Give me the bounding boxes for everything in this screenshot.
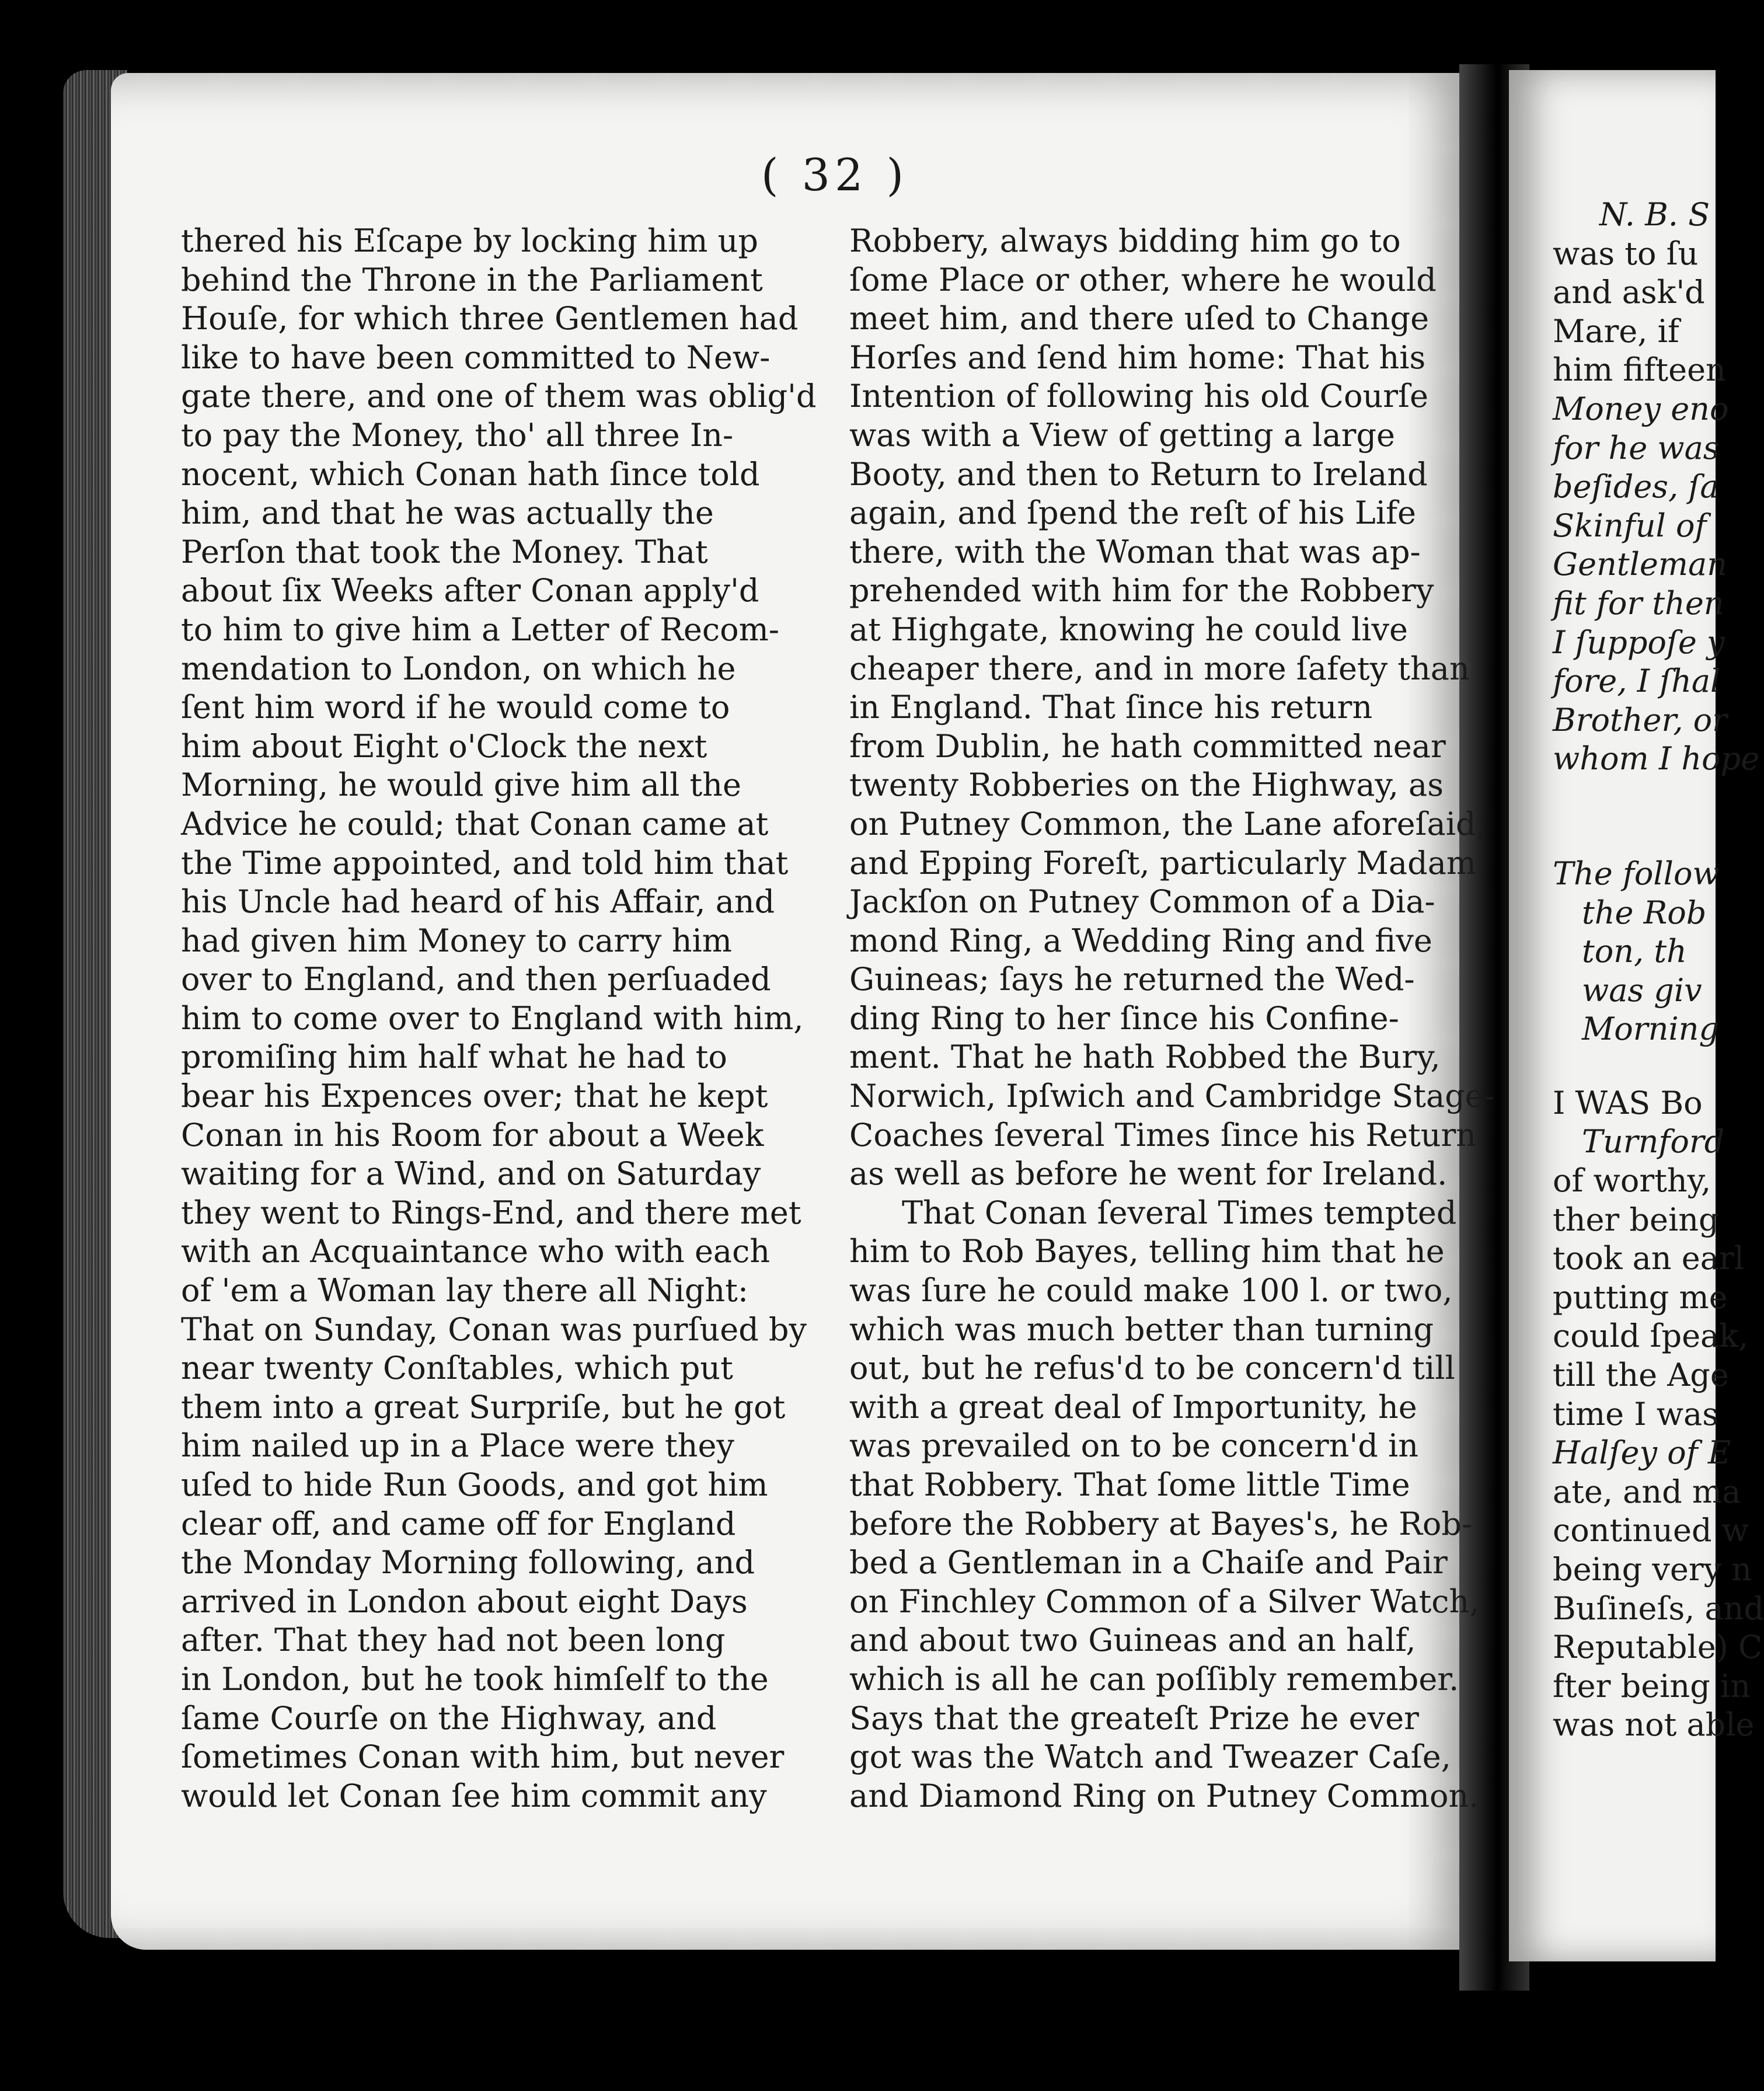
text-line: before the Robbery at Bayes's, he Rob- — [849, 1505, 1473, 1542]
text-line: at Highgate, knowing he could live — [849, 611, 1408, 648]
text-line: to pay the Money, tho' all three In- — [181, 416, 734, 454]
text-line: Halſey of E — [1553, 1434, 1731, 1472]
text-line: had given him Money to carry him — [181, 922, 732, 959]
text-line: about ſix Weeks after Conan apply'd — [181, 572, 759, 609]
text-line: ther being — [1553, 1201, 1719, 1238]
text-line: That on Sunday, Conan was purſued by — [181, 1311, 807, 1348]
text-line: him, and that he was actually the — [181, 494, 714, 532]
text-line: Skinful of — [1553, 507, 1707, 544]
text-line: cheaper there, and in more ſafety than — [849, 650, 1470, 687]
text-line: Intention of following his old Courſe — [849, 378, 1428, 415]
text-line: Reputable) C — [1553, 1629, 1763, 1666]
text-line: fore, I ſhal — [1553, 663, 1721, 700]
text-line: to him to give him a Letter of Recom- — [181, 611, 780, 648]
text-line: of worthy, — [1553, 1162, 1711, 1200]
text-line: them into a great Surpriſe, but he got — [181, 1388, 786, 1426]
left-text-column — [181, 222, 820, 1815]
text-line: Perſon that took the Money. That — [181, 533, 708, 570]
text-line: would let Conan ſee him commit any — [181, 1777, 767, 1814]
text-line: him nailed up in a Place were they — [181, 1427, 734, 1465]
text-line: Conan in his Room for about a Week — [181, 1116, 764, 1153]
text-line: the Monday Morning following, and — [181, 1544, 755, 1581]
text-line: waiting for a Wind, and on Saturday — [181, 1155, 761, 1193]
text-line: was with a View of getting a large — [849, 416, 1395, 454]
text-line: could ſpeak, — [1553, 1318, 1749, 1355]
text-line: was ſure he could make 100 l. or two, — [849, 1272, 1453, 1309]
text-line: Morning — [1582, 1010, 1720, 1048]
text-line: fter being in — [1553, 1667, 1751, 1705]
text-line: The follow — [1553, 855, 1720, 892]
text-line: Horſes and ſend him home: That his — [849, 339, 1426, 376]
text-line: as well as before he went for Ireland. — [849, 1155, 1448, 1193]
text-line: Brother, or — [1553, 701, 1727, 738]
text-line: with an Acquaintance who with each — [181, 1233, 771, 1270]
text-line: meet him, and there uſed to Change — [849, 300, 1430, 337]
text-line: Norwich, Ipſwich and Cambridge Stage- — [849, 1078, 1494, 1115]
text-line: Houſe, for which three Gentlemen had — [181, 300, 799, 337]
text-line: ſent him word if he would come to — [181, 689, 730, 726]
text-line: bed a Gentleman in a Chaiſe and Pair — [849, 1544, 1448, 1581]
text-line: ding Ring to her ſince his Confine- — [849, 999, 1399, 1037]
text-line: uſed to hide Run Goods, and got him — [181, 1466, 768, 1503]
text-line: with a great deal of Importunity, he — [849, 1388, 1417, 1426]
text-line: I WAS Bo — [1553, 1084, 1703, 1121]
text-line: Robbery, always bidding him go to — [849, 222, 1401, 259]
text-line: Guineas; ſays he returned the Wed- — [849, 961, 1415, 998]
text-line: him fifteen — [1553, 351, 1726, 389]
text-line: took an earl — [1553, 1240, 1744, 1277]
text-line: again, and ſpend the reſt of his Life — [849, 494, 1416, 532]
text-line: prehended with him for the Robbery — [849, 572, 1434, 609]
right-page-text-column — [1553, 196, 1764, 1745]
text-line: him about Eight o'Clock the next — [181, 727, 707, 765]
text-line: after. That they had not been long — [181, 1622, 726, 1659]
text-line: which is all he can poſſibly remember. — [849, 1660, 1459, 1698]
text-line: the Rob — [1582, 894, 1707, 931]
text-line: for he was — [1553, 429, 1720, 466]
text-line: Coaches ſeveral Times ſince his Return — [849, 1116, 1477, 1153]
text-line: on Putney Common, the Lane aforeſaid, — [849, 805, 1486, 842]
text-line: ſame Courſe on the Highway, and — [181, 1699, 717, 1737]
page-number: ( 32 ) — [761, 149, 909, 201]
text-line: Money eno — [1553, 390, 1729, 427]
text-line: out, but he refus'd to be concern'd till — [849, 1350, 1455, 1387]
text-line: time I was — [1553, 1395, 1718, 1433]
text-line: got was the Watch and Tweazer Caſe, — [849, 1738, 1451, 1776]
text-line: Mare, if — [1553, 312, 1679, 350]
text-line: Says that the greateſt Prize he ever — [849, 1699, 1419, 1737]
text-line: like to have been committed to New- — [181, 339, 771, 376]
text-line: ſome Place or other, where he would — [849, 261, 1437, 298]
text-line: ate, and ma — [1553, 1473, 1741, 1510]
text-line: bear his Expences over; that he kept — [181, 1078, 768, 1115]
middle-text-column — [849, 222, 1494, 1815]
text-line: of 'em a Woman lay there all Night: — [181, 1272, 749, 1309]
text-line: whom I hope — [1553, 740, 1760, 778]
text-line: mond Ring, a Wedding Ring and five — [849, 922, 1432, 959]
text-line: continued w — [1553, 1512, 1749, 1549]
text-line: thered his Eſcape by locking him up — [181, 222, 758, 259]
text-line: clear off, and came off for England — [181, 1505, 736, 1542]
text-line: I ſuppoſe y — [1553, 623, 1725, 661]
text-line: and Diamond Ring on Putney Common. — [849, 1777, 1479, 1814]
text-line: and about two Guineas and an half, — [849, 1622, 1416, 1659]
section-gap — [1553, 1049, 1722, 1084]
text-line: behind the Throne in the Parliament — [181, 261, 763, 298]
text-line: till the Age — [1553, 1357, 1729, 1394]
text-line: which was much better than turning — [849, 1311, 1434, 1348]
text-line: his Uncle had heard of his Affair, and — [181, 883, 775, 921]
text-line: arrived in London about eight Days — [181, 1583, 748, 1620]
text-line: Buſineſs, and — [1553, 1590, 1764, 1627]
text-line: and ask'd — [1553, 274, 1705, 311]
text-line: nocent, which Conan hath ſince told — [181, 455, 760, 493]
text-line: promiſing him half what he had to — [181, 1038, 727, 1076]
text-line: was not able — [1553, 1706, 1755, 1744]
text-line: Jackſon on Putney Common of a Dia- — [849, 883, 1435, 921]
text-line: ſometimes Conan with him, but never — [181, 1738, 785, 1776]
text-line: Gentleman — [1553, 546, 1727, 583]
text-line: Turnford — [1582, 1123, 1725, 1160]
text-line: over to England, and then perſuaded — [181, 961, 771, 998]
text-line: him to Rob Bayes, telling him that he — [849, 1233, 1445, 1270]
section-gap — [1553, 779, 1722, 855]
text-line: was to ſu — [1553, 235, 1699, 272]
text-line: Advice he could; that Conan came at — [181, 805, 769, 842]
text-line: fit for then — [1553, 584, 1724, 622]
text-line: ment. That he hath Robbed the Bury, — [849, 1038, 1441, 1076]
text-line: was giv — [1582, 971, 1702, 1009]
text-line: mendation to London, on which he — [181, 650, 736, 687]
text-line: putting me — [1553, 1278, 1728, 1316]
text-line: him to come over to England with him, — [181, 999, 804, 1037]
text-line: was prevailed on to be concern'd in — [849, 1427, 1419, 1465]
text-line: Booty, and then to Return to Ireland — [849, 455, 1428, 493]
text-line: in London, but he took himſelf to the — [181, 1660, 769, 1698]
text-line: That Conan ſeveral Times tempted — [902, 1194, 1457, 1231]
text-line: near twenty Conſtables, which put — [181, 1350, 733, 1387]
text-line: Morning, he would give him all the — [181, 766, 741, 804]
text-line: beſides, ſa — [1553, 468, 1719, 506]
text-line: and Epping Foreſt, particularly Madam — [849, 844, 1477, 881]
text-line: N. B. S — [1599, 196, 1710, 233]
text-line: the Time appointed, and told him that — [181, 844, 789, 881]
text-line: on Finchley Common of a Silver Watch, — [849, 1583, 1480, 1620]
text-line: that Robbery. That ſome little Time — [849, 1466, 1410, 1503]
text-line: ton, th — [1582, 933, 1687, 970]
text-line: in England. That ſince his return — [849, 689, 1373, 726]
text-line: being very n — [1553, 1551, 1752, 1588]
text-line: gate there, and one of them was oblig'd — [181, 378, 817, 415]
text-line: there, with the Woman that was ap- — [849, 533, 1421, 570]
text-line: twenty Robberies on the Highway, as — [849, 766, 1444, 804]
text-line: they went to Rings-End, and there met — [181, 1194, 801, 1231]
text-line: from Dublin, he hath committed near — [849, 727, 1446, 765]
